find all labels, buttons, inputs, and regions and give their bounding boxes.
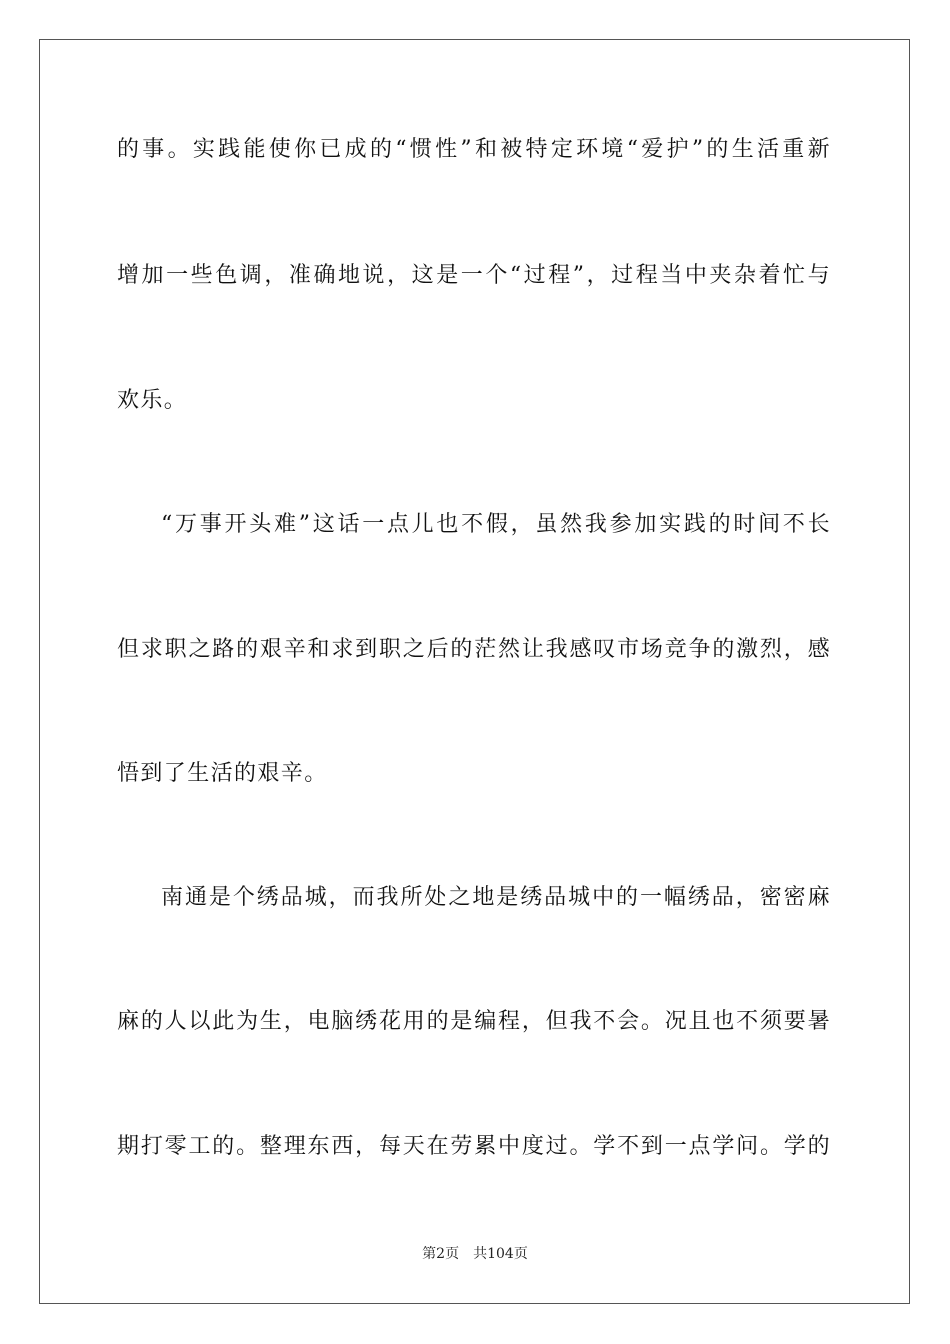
paragraph-line: 麻的人以此为生，电脑绣花用的是编程，但我不会。况且也不须要暑 — [117, 1009, 831, 1034]
page-number: 第2页 — [422, 1246, 460, 1262]
paragraph-line: 欢乐。 — [117, 388, 188, 413]
page-total: 共104页 — [473, 1246, 528, 1262]
paragraph-line: 的事。实践能使你已成的“惯性”和被特定环境“爱护”的生活重新 — [117, 137, 831, 162]
page-border — [39, 39, 910, 1304]
page-footer — [0, 1245, 950, 1263]
paragraph-line: 悟到了生活的艰辛。 — [117, 761, 328, 786]
paragraph-first-line: 南通是个绣品城，而我所处之地是绣品城中的一幅绣品，密密麻 — [161, 885, 831, 910]
paragraph-first-line: “万事开头难”这话一点儿也不假，虽然我参加实践的时间不长 — [161, 512, 831, 537]
paragraph-line: 增加一些色调，准确地说，这是一个“过程”，过程当中夹杂着忙与 — [117, 263, 831, 288]
paragraph-line: 但求职之路的艰辛和求到职之后的茫然让我感叹市场竞争的激烈，感 — [117, 637, 831, 662]
paragraph-line: 期打零工的。整理东西，每天在劳累中度过。学不到一点学问。学的 — [117, 1134, 831, 1159]
